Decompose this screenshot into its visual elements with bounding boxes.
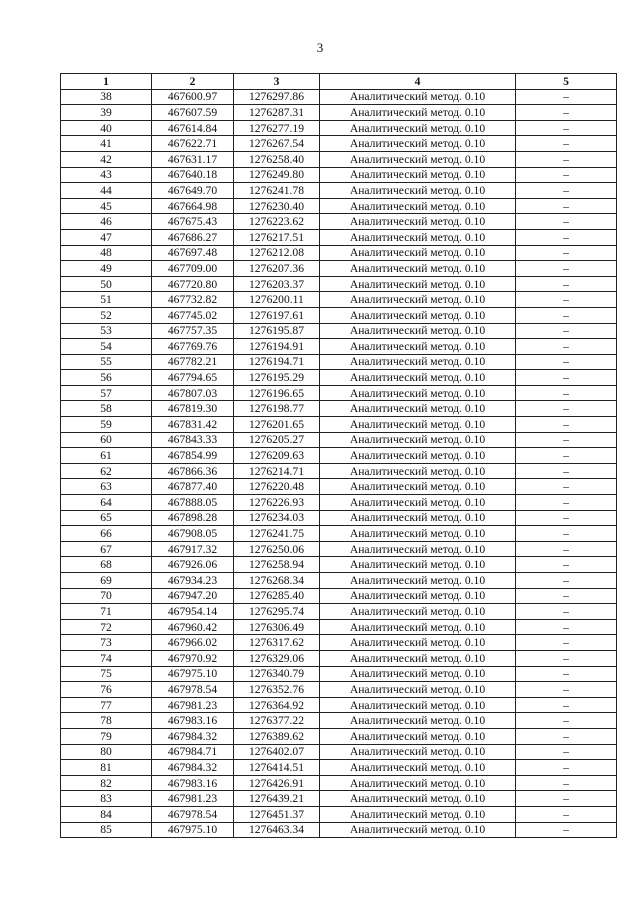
x-coordinate-cell: 467686.27 (152, 229, 234, 245)
table-row (61, 245, 617, 261)
note-cell: – (516, 245, 617, 261)
y-coordinate-cell: 1276295.74 (234, 604, 320, 620)
method-cell: Аналитический метод. 0.10 (320, 385, 516, 401)
note-cell: – (516, 261, 617, 277)
point-number-cell: 46 (61, 214, 152, 230)
note-cell: – (516, 541, 617, 557)
method-cell: Аналитический метод. 0.10 (320, 822, 516, 838)
method-cell: Аналитический метод. 0.10 (320, 728, 516, 744)
point-number-cell: 79 (61, 728, 152, 744)
point-number-cell: 62 (61, 463, 152, 479)
method-cell: Аналитический метод. 0.10 (320, 307, 516, 323)
column-header-2: 2 (152, 74, 234, 90)
point-number-cell: 67 (61, 541, 152, 557)
note-cell: – (516, 822, 617, 838)
note-cell: – (516, 650, 617, 666)
point-number-cell: 74 (61, 650, 152, 666)
x-coordinate-cell: 467649.70 (152, 183, 234, 199)
table-row (61, 495, 617, 511)
method-cell: Аналитический метод. 0.10 (320, 775, 516, 791)
y-coordinate-cell: 1276451.37 (234, 806, 320, 822)
y-coordinate-cell: 1276426.91 (234, 775, 320, 791)
x-coordinate-cell: 467831.42 (152, 417, 234, 433)
table-row (61, 604, 617, 620)
method-cell: Аналитический метод. 0.10 (320, 183, 516, 199)
point-number-cell: 68 (61, 557, 152, 573)
y-coordinate-cell: 1276194.71 (234, 354, 320, 370)
method-cell: Аналитический метод. 0.10 (320, 713, 516, 729)
x-coordinate-cell: 467709.00 (152, 261, 234, 277)
y-coordinate-cell: 1276249.80 (234, 167, 320, 183)
y-coordinate-cell: 1276207.36 (234, 261, 320, 277)
note-cell: – (516, 666, 617, 682)
note-cell: – (516, 744, 617, 760)
note-cell: – (516, 136, 617, 152)
point-number-cell: 66 (61, 526, 152, 542)
table-row (61, 385, 617, 401)
method-cell: Аналитический метод. 0.10 (320, 650, 516, 666)
point-number-cell: 85 (61, 822, 152, 838)
note-cell: – (516, 354, 617, 370)
x-coordinate-cell: 467926.06 (152, 557, 234, 573)
note-cell: – (516, 463, 617, 479)
method-cell: Аналитический метод. 0.10 (320, 245, 516, 261)
note-cell: – (516, 370, 617, 386)
point-number-cell: 75 (61, 666, 152, 682)
x-coordinate-cell: 467614.84 (152, 120, 234, 136)
x-coordinate-cell: 467978.54 (152, 682, 234, 698)
method-cell: Аналитический метод. 0.10 (320, 495, 516, 511)
column-header-3: 3 (234, 74, 320, 90)
y-coordinate-cell: 1276212.08 (234, 245, 320, 261)
method-cell: Аналитический метод. 0.10 (320, 276, 516, 292)
table-row (61, 323, 617, 339)
method-cell: Аналитический метод. 0.10 (320, 401, 516, 417)
point-number-cell: 42 (61, 151, 152, 167)
note-cell: – (516, 323, 617, 339)
point-number-cell: 59 (61, 417, 152, 433)
y-coordinate-cell: 1276277.19 (234, 120, 320, 136)
y-coordinate-cell: 1276402.07 (234, 744, 320, 760)
point-number-cell: 60 (61, 432, 152, 448)
y-coordinate-cell: 1276389.62 (234, 728, 320, 744)
note-cell: – (516, 167, 617, 183)
point-number-cell: 44 (61, 183, 152, 199)
y-coordinate-cell: 1276285.40 (234, 588, 320, 604)
note-cell: – (516, 682, 617, 698)
x-coordinate-cell: 467757.35 (152, 323, 234, 339)
point-number-cell: 82 (61, 775, 152, 791)
method-cell: Аналитический метод. 0.10 (320, 697, 516, 713)
x-coordinate-cell: 467975.10 (152, 666, 234, 682)
y-coordinate-cell: 1276198.77 (234, 401, 320, 417)
note-cell: – (516, 775, 617, 791)
note-cell: – (516, 307, 617, 323)
point-number-cell: 84 (61, 806, 152, 822)
method-cell: Аналитический метод. 0.10 (320, 323, 516, 339)
note-cell: – (516, 198, 617, 214)
method-cell: Аналитический метод. 0.10 (320, 619, 516, 635)
y-coordinate-cell: 1276317.62 (234, 635, 320, 651)
x-coordinate-cell: 467960.42 (152, 619, 234, 635)
method-cell: Аналитический метод. 0.10 (320, 682, 516, 698)
table-row (61, 261, 617, 277)
table-row (61, 760, 617, 776)
y-coordinate-cell: 1276217.51 (234, 229, 320, 245)
table-row (61, 183, 617, 199)
note-cell: – (516, 105, 617, 121)
table-row (61, 354, 617, 370)
method-cell: Аналитический метод. 0.10 (320, 588, 516, 604)
note-cell: – (516, 276, 617, 292)
x-coordinate-cell: 467720.80 (152, 276, 234, 292)
table-row (61, 276, 617, 292)
note-cell: – (516, 760, 617, 776)
page-number: 3 (316, 40, 324, 55)
table-row (61, 167, 617, 183)
point-number-cell: 78 (61, 713, 152, 729)
y-coordinate-cell: 1276194.91 (234, 339, 320, 355)
y-coordinate-cell: 1276287.31 (234, 105, 320, 121)
table-row (61, 198, 617, 214)
note-cell: – (516, 432, 617, 448)
table-row (61, 526, 617, 542)
table-row (61, 307, 617, 323)
method-cell: Аналитический метод. 0.10 (320, 635, 516, 651)
x-coordinate-cell: 467866.36 (152, 463, 234, 479)
point-number-cell: 61 (61, 448, 152, 464)
note-cell: – (516, 806, 617, 822)
x-coordinate-cell: 467898.28 (152, 510, 234, 526)
coordinates-table (60, 73, 617, 838)
method-cell: Аналитический метод. 0.10 (320, 526, 516, 542)
point-number-cell: 47 (61, 229, 152, 245)
point-number-cell: 73 (61, 635, 152, 651)
y-coordinate-cell: 1276267.54 (234, 136, 320, 152)
note-cell: – (516, 573, 617, 589)
point-number-cell: 57 (61, 385, 152, 401)
table-row (61, 541, 617, 557)
x-coordinate-cell: 467745.02 (152, 307, 234, 323)
table-row (61, 417, 617, 433)
y-coordinate-cell: 1276196.65 (234, 385, 320, 401)
table-row (61, 635, 617, 651)
method-cell: Аналитический метод. 0.10 (320, 292, 516, 308)
point-number-cell: 70 (61, 588, 152, 604)
y-coordinate-cell: 1276197.61 (234, 307, 320, 323)
y-coordinate-cell: 1276234.03 (234, 510, 320, 526)
x-coordinate-cell: 467917.32 (152, 541, 234, 557)
y-coordinate-cell: 1276377.22 (234, 713, 320, 729)
point-number-cell: 56 (61, 370, 152, 386)
point-number-cell: 80 (61, 744, 152, 760)
table-row (61, 479, 617, 495)
point-number-cell: 38 (61, 89, 152, 105)
y-coordinate-cell: 1276226.93 (234, 495, 320, 511)
table-row (61, 775, 617, 791)
note-cell: – (516, 89, 617, 105)
note-cell: – (516, 697, 617, 713)
table-row (61, 619, 617, 635)
y-coordinate-cell: 1276463.34 (234, 822, 320, 838)
table-row (61, 401, 617, 417)
x-coordinate-cell: 467975.10 (152, 822, 234, 838)
point-number-cell: 53 (61, 323, 152, 339)
note-cell: – (516, 635, 617, 651)
x-coordinate-cell: 467843.33 (152, 432, 234, 448)
table-row (61, 728, 617, 744)
point-number-cell: 81 (61, 760, 152, 776)
note-cell: – (516, 292, 617, 308)
x-coordinate-cell: 467984.32 (152, 728, 234, 744)
note-cell: – (516, 495, 617, 511)
y-coordinate-cell: 1276195.29 (234, 370, 320, 386)
table-row (61, 339, 617, 355)
y-coordinate-cell: 1276195.87 (234, 323, 320, 339)
y-coordinate-cell: 1276364.92 (234, 697, 320, 713)
y-coordinate-cell: 1276340.79 (234, 666, 320, 682)
x-coordinate-cell: 467631.17 (152, 151, 234, 167)
point-number-cell: 65 (61, 510, 152, 526)
point-number-cell: 77 (61, 697, 152, 713)
x-coordinate-cell: 467600.97 (152, 89, 234, 105)
x-coordinate-cell: 467877.40 (152, 479, 234, 495)
note-cell: – (516, 619, 617, 635)
point-number-cell: 45 (61, 198, 152, 214)
method-cell: Аналитический метод. 0.10 (320, 463, 516, 479)
y-coordinate-cell: 1276205.27 (234, 432, 320, 448)
note-cell: – (516, 120, 617, 136)
x-coordinate-cell: 467807.03 (152, 385, 234, 401)
method-cell: Аналитический метод. 0.10 (320, 105, 516, 121)
table-header-row (61, 74, 617, 90)
x-coordinate-cell: 467981.23 (152, 697, 234, 713)
point-number-cell: 72 (61, 619, 152, 635)
note-cell: – (516, 526, 617, 542)
method-cell: Аналитический метод. 0.10 (320, 479, 516, 495)
point-number-cell: 55 (61, 354, 152, 370)
point-number-cell: 76 (61, 682, 152, 698)
x-coordinate-cell: 467983.16 (152, 775, 234, 791)
table-row (61, 510, 617, 526)
point-number-cell: 49 (61, 261, 152, 277)
note-cell: – (516, 728, 617, 744)
note-cell: – (516, 479, 617, 495)
method-cell: Аналитический метод. 0.10 (320, 370, 516, 386)
method-cell: Аналитический метод. 0.10 (320, 806, 516, 822)
table-row (61, 214, 617, 230)
y-coordinate-cell: 1276200.11 (234, 292, 320, 308)
x-coordinate-cell: 467966.02 (152, 635, 234, 651)
x-coordinate-cell: 467888.05 (152, 495, 234, 511)
x-coordinate-cell: 467954.14 (152, 604, 234, 620)
y-coordinate-cell: 1276439.21 (234, 791, 320, 807)
table-row (61, 292, 617, 308)
method-cell: Аналитический метод. 0.10 (320, 744, 516, 760)
y-coordinate-cell: 1276250.06 (234, 541, 320, 557)
note-cell: – (516, 183, 617, 199)
point-number-cell: 41 (61, 136, 152, 152)
x-coordinate-cell: 467769.76 (152, 339, 234, 355)
method-cell: Аналитический метод. 0.10 (320, 760, 516, 776)
column-header-1: 1 (61, 74, 152, 90)
y-coordinate-cell: 1276352.76 (234, 682, 320, 698)
point-number-cell: 69 (61, 573, 152, 589)
table-row (61, 682, 617, 698)
method-cell: Аналитический метод. 0.10 (320, 136, 516, 152)
x-coordinate-cell: 467934.23 (152, 573, 234, 589)
method-cell: Аналитический метод. 0.10 (320, 354, 516, 370)
note-cell: – (516, 339, 617, 355)
method-cell: Аналитический метод. 0.10 (320, 557, 516, 573)
table-row (61, 806, 617, 822)
x-coordinate-cell: 467664.98 (152, 198, 234, 214)
method-cell: Аналитический метод. 0.10 (320, 510, 516, 526)
x-coordinate-cell: 467819.30 (152, 401, 234, 417)
method-cell: Аналитический метод. 0.10 (320, 167, 516, 183)
y-coordinate-cell: 1276214.71 (234, 463, 320, 479)
x-coordinate-cell: 467732.82 (152, 292, 234, 308)
method-cell: Аналитический метод. 0.10 (320, 432, 516, 448)
method-cell: Аналитический метод. 0.10 (320, 229, 516, 245)
y-coordinate-cell: 1276201.65 (234, 417, 320, 433)
note-cell: – (516, 588, 617, 604)
y-coordinate-cell: 1276258.94 (234, 557, 320, 573)
y-coordinate-cell: 1276329.06 (234, 650, 320, 666)
x-coordinate-cell: 467622.71 (152, 136, 234, 152)
x-coordinate-cell: 467908.05 (152, 526, 234, 542)
method-cell: Аналитический метод. 0.10 (320, 604, 516, 620)
x-coordinate-cell: 467983.16 (152, 713, 234, 729)
x-coordinate-cell: 467978.54 (152, 806, 234, 822)
x-coordinate-cell: 467640.18 (152, 167, 234, 183)
method-cell: Аналитический метод. 0.10 (320, 261, 516, 277)
method-cell: Аналитический метод. 0.10 (320, 448, 516, 464)
note-cell: – (516, 214, 617, 230)
x-coordinate-cell: 467984.32 (152, 760, 234, 776)
note-cell: – (516, 713, 617, 729)
table-row (61, 588, 617, 604)
point-number-cell: 52 (61, 307, 152, 323)
point-number-cell: 51 (61, 292, 152, 308)
method-cell: Аналитический метод. 0.10 (320, 541, 516, 557)
y-coordinate-cell: 1276297.86 (234, 89, 320, 105)
y-coordinate-cell: 1276414.51 (234, 760, 320, 776)
table-row (61, 432, 617, 448)
table-row (61, 463, 617, 479)
x-coordinate-cell: 467607.59 (152, 105, 234, 121)
table-row (61, 573, 617, 589)
point-number-cell: 71 (61, 604, 152, 620)
x-coordinate-cell: 467782.21 (152, 354, 234, 370)
method-cell: Аналитический метод. 0.10 (320, 120, 516, 136)
x-coordinate-cell: 467970.92 (152, 650, 234, 666)
method-cell: Аналитический метод. 0.10 (320, 151, 516, 167)
y-coordinate-cell: 1276230.40 (234, 198, 320, 214)
x-coordinate-cell: 467947.20 (152, 588, 234, 604)
point-number-cell: 63 (61, 479, 152, 495)
y-coordinate-cell: 1276306.49 (234, 619, 320, 635)
column-header-4: 4 (320, 74, 516, 90)
x-coordinate-cell: 467697.48 (152, 245, 234, 261)
table-row (61, 650, 617, 666)
table-row (61, 697, 617, 713)
y-coordinate-cell: 1276209.63 (234, 448, 320, 464)
method-cell: Аналитический метод. 0.10 (320, 89, 516, 105)
table-row (61, 791, 617, 807)
y-coordinate-cell: 1276203.37 (234, 276, 320, 292)
table-row (61, 666, 617, 682)
table-row (61, 89, 617, 105)
method-cell: Аналитический метод. 0.10 (320, 666, 516, 682)
table-row (61, 120, 617, 136)
y-coordinate-cell: 1276258.40 (234, 151, 320, 167)
table-row (61, 448, 617, 464)
point-number-cell: 83 (61, 791, 152, 807)
y-coordinate-cell: 1276220.48 (234, 479, 320, 495)
point-number-cell: 43 (61, 167, 152, 183)
method-cell: Аналитический метод. 0.10 (320, 573, 516, 589)
x-coordinate-cell: 467794.65 (152, 370, 234, 386)
table-row (61, 105, 617, 121)
y-coordinate-cell: 1276241.75 (234, 526, 320, 542)
point-number-cell: 40 (61, 120, 152, 136)
y-coordinate-cell: 1276241.78 (234, 183, 320, 199)
y-coordinate-cell: 1276268.34 (234, 573, 320, 589)
note-cell: – (516, 604, 617, 620)
point-number-cell: 39 (61, 105, 152, 121)
note-cell: – (516, 401, 617, 417)
point-number-cell: 64 (61, 495, 152, 511)
note-cell: – (516, 510, 617, 526)
table-row (61, 822, 617, 838)
note-cell: – (516, 448, 617, 464)
note-cell: – (516, 385, 617, 401)
x-coordinate-cell: 467984.71 (152, 744, 234, 760)
point-number-cell: 48 (61, 245, 152, 261)
table-row (61, 713, 617, 729)
table-row (61, 744, 617, 760)
note-cell: – (516, 151, 617, 167)
x-coordinate-cell: 467981.23 (152, 791, 234, 807)
table-row (61, 229, 617, 245)
method-cell: Аналитический метод. 0.10 (320, 339, 516, 355)
note-cell: – (516, 791, 617, 807)
x-coordinate-cell: 467854.99 (152, 448, 234, 464)
method-cell: Аналитический метод. 0.10 (320, 791, 516, 807)
note-cell: – (516, 417, 617, 433)
column-header-5: 5 (516, 74, 617, 90)
table-row (61, 370, 617, 386)
table-body (61, 89, 617, 838)
method-cell: Аналитический метод. 0.10 (320, 417, 516, 433)
point-number-cell: 58 (61, 401, 152, 417)
method-cell: Аналитический метод. 0.10 (320, 214, 516, 230)
point-number-cell: 50 (61, 276, 152, 292)
table-row (61, 136, 617, 152)
point-number-cell: 54 (61, 339, 152, 355)
note-cell: – (516, 229, 617, 245)
x-coordinate-cell: 467675.43 (152, 214, 234, 230)
y-coordinate-cell: 1276223.62 (234, 214, 320, 230)
note-cell: – (516, 557, 617, 573)
table-row (61, 151, 617, 167)
table-row (61, 557, 617, 573)
method-cell: Аналитический метод. 0.10 (320, 198, 516, 214)
